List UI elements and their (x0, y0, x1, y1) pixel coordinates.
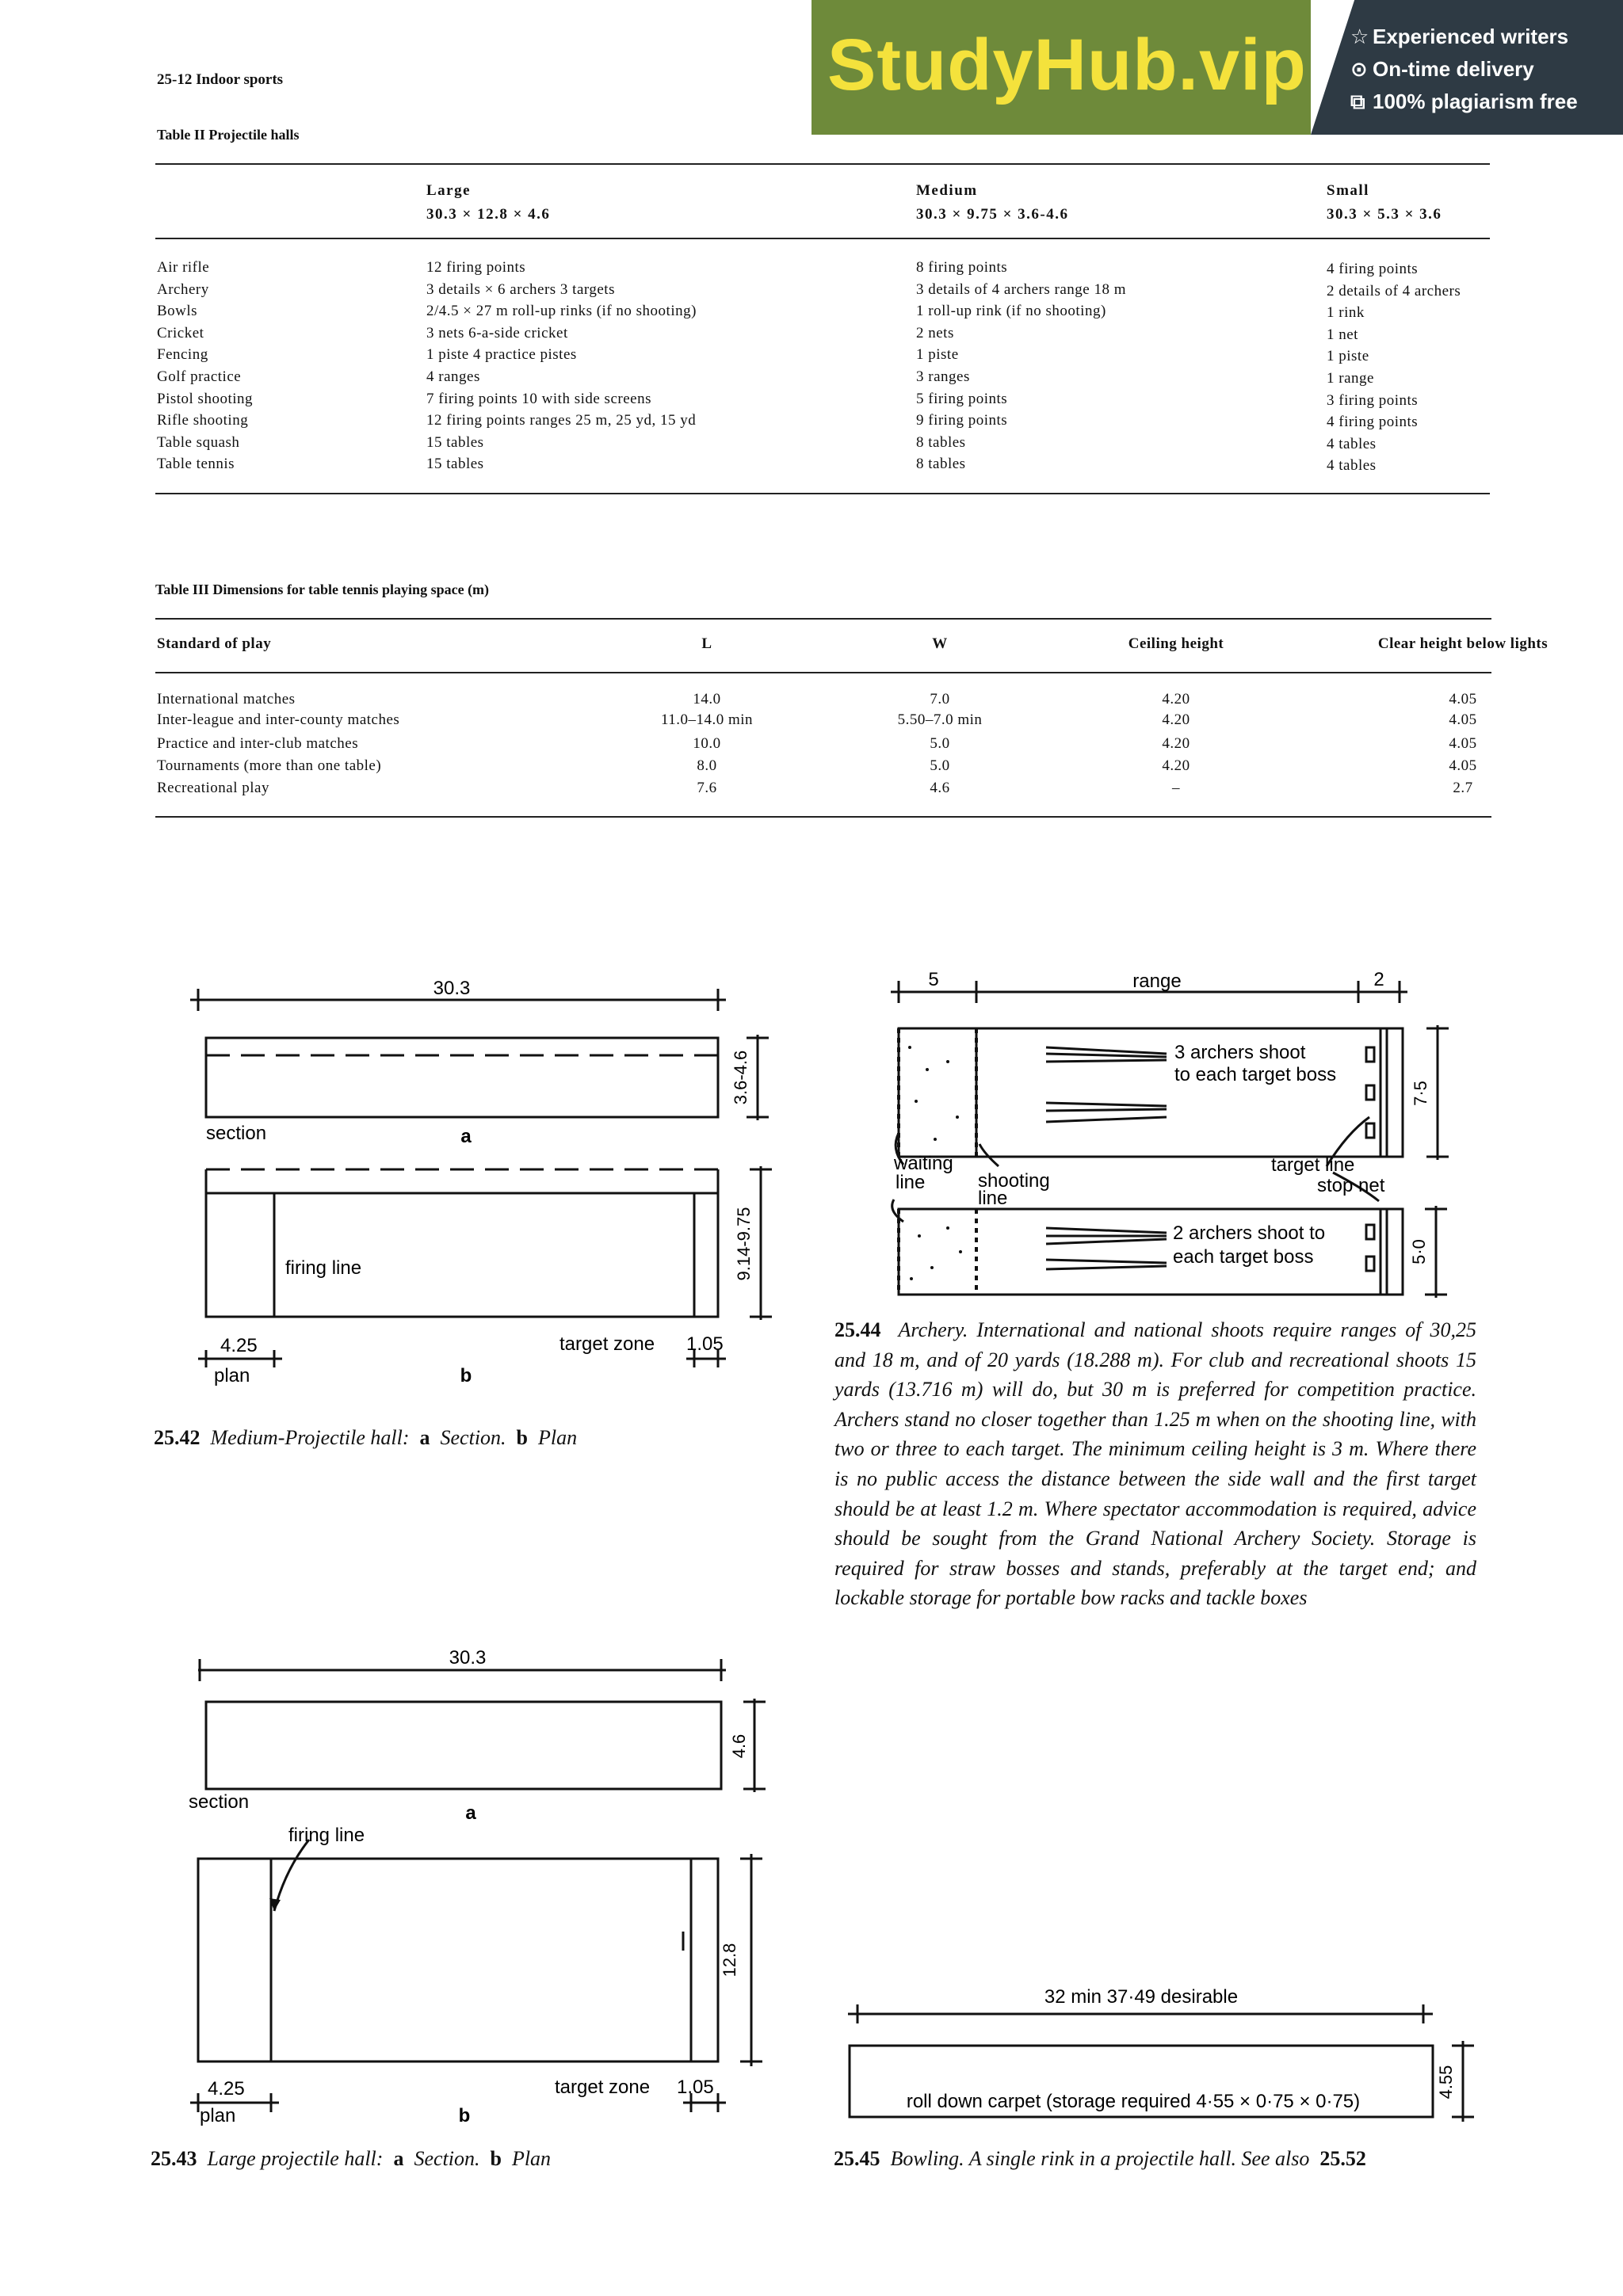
fig42-width-label: 9.14-9.75 (734, 1207, 754, 1281)
fig43-target-zone-label: target zone (555, 2077, 651, 2098)
table2-cell-medium: 8 tables (916, 456, 966, 473)
table3-cell: 8.0 (697, 757, 717, 774)
table2-cell-small: 4 tables (1327, 435, 1377, 452)
fig43-a-label: a (465, 1802, 476, 1824)
fig43-plan-label: plan (200, 2105, 236, 2126)
table2-cell-small: 2 details of 4 archers (1327, 282, 1461, 299)
fig43-firing-line-label: firing line (288, 1825, 365, 1846)
table2-cell-medium: 1 roll-up rink (if no shooting) (916, 303, 1106, 320)
table2-cell-small: 1 piste (1327, 348, 1369, 365)
fig42-section-label: section (206, 1123, 267, 1144)
banner-feature: ⊙ On-time delivery (1350, 53, 1578, 86)
fig44-stop-dim: 2 (1373, 969, 1384, 990)
table2-cell-small: 4 tables (1327, 457, 1377, 475)
table3-cell: 10.0 (693, 735, 721, 752)
table3-cell: 4.20 (1162, 757, 1190, 774)
fig44-target-line: target line (1271, 1154, 1355, 1176)
fig42-height-label: 3.6-4.6 (731, 1050, 750, 1105)
table-row (155, 757, 1495, 780)
fig43-length-label: 30.3 (449, 1647, 487, 1669)
fig42-length-label: 30.3 (433, 978, 471, 999)
page-title: 25-12 Indoor sports (157, 71, 284, 88)
table2-bottom-rule (155, 493, 1490, 494)
banner-feature: ☆ Experienced writers (1350, 21, 1578, 53)
table2-cell-medium: 1 piste (916, 346, 959, 364)
fig42-target-dim-label: 1.05 (686, 1333, 724, 1355)
table2-cell-small: 1 net (1327, 326, 1358, 343)
table3-cell: 4.20 (1162, 691, 1190, 707)
table3-cell: Practice and inter-club matches (157, 735, 359, 752)
table3-cell: 4.05 (1449, 735, 1477, 752)
fig44-waiting-line-1: waiting (894, 1153, 953, 1174)
table3-cell: 4.20 (1162, 735, 1190, 752)
table2-caption: Table II Projectile halls (157, 127, 300, 143)
fig44-shooting-line-1: shooting (978, 1170, 1050, 1192)
table2-cell-medium: 2 nets (916, 324, 954, 341)
figure-25-42 (182, 959, 785, 1386)
table2-cell-sport: Table squash (157, 433, 240, 451)
table2-cell-large: 2/4.5 × 27 m roll-up rinks (if no shooting) (426, 303, 697, 320)
fig42-firing-line-label: firing line (285, 1257, 362, 1279)
fig42-a-label: a (460, 1126, 472, 1147)
fig42-firing-zone-label: 4.25 (220, 1335, 258, 1356)
table2-cell-sport: Fencing (157, 346, 208, 364)
table2-col-medium: Medium 30.3 × 9.75 × 3.6-4.6 (916, 182, 1069, 223)
fig43-b-label: b (458, 2105, 471, 2126)
fig44-upper-note-2: to each target boss (1174, 1064, 1337, 1085)
fig43-width-label: 12.8 (720, 1943, 739, 1978)
fig45-carpet-label: roll down carpet (storage required 4·55 × 0·75 × 0·75) (906, 2091, 1361, 2112)
table2-cell-large: 3 nets 6-a-side cricket (426, 324, 568, 341)
fig43-target-dim-label: 1.05 (677, 2077, 714, 2098)
table3-bottom-rule (155, 816, 1491, 818)
table2-small-column (1327, 258, 1461, 477)
table3-cell: – (1172, 780, 1180, 796)
table2-cell-large: 12 firing points (426, 259, 526, 276)
table3-caption: Table III Dimensions for table tennis playing space (m) (155, 582, 490, 597)
table2-col-large: Large 30.3 × 12.8 × 4.6 (426, 182, 551, 223)
table2-cell-large: 1 piste 4 practice pistes (426, 346, 577, 364)
table3-cell: 4.05 (1449, 711, 1477, 728)
table2-cell-small: 1 range (1327, 369, 1374, 387)
table-row (155, 735, 1495, 757)
fig44-lower-width: 5·0 (1409, 1239, 1429, 1264)
table2-cell-large: 12 firing points ranges 25 m, 25 yd, 15 yd (426, 412, 697, 429)
table3-cell: 4.6 (930, 780, 950, 796)
table2-cell-sport: Air rifle (157, 259, 210, 276)
table2-cell-small: 4 firing points (1327, 261, 1419, 277)
fig43-caption: 25.43 Large projectile hall: a Section. b Plan (151, 2147, 552, 2170)
fig44-caption: 25.44 Archery. International and national shoots require ranges of 30,25 and 18 m, and of 20 yards (18.288 m). For club and recreational shoots 15 yards (13.716 m) will do, but 30 m is preferred for competition practice. Archers stand no closer together than 1.25 m when on the shooting line, with two or three to each target. The minimum ceiling height is 3 m. Where there is no public access the distance between the side wall and the first target should be at least 1.2 m. Where spectator accommodation is required, advice should be sought from the Grand National Archery Society. Storage is required for straw bosses and stands, preferably at the target end; and lockable storage for portable bow racks and tackle boxes (834, 1318, 1477, 1610)
table2-cell-large: 7 firing points 10 with side screens (426, 390, 651, 407)
banner-logo: StudyHub.vip (827, 25, 1307, 105)
table-row (155, 780, 1495, 802)
banner-feature: ⧉ 100% plagiarism free (1350, 86, 1578, 118)
fig44-stop-net: stop net (1317, 1175, 1385, 1196)
table3-cell: 4.20 (1162, 711, 1190, 728)
fig45-width-label: 4.55 (1436, 2065, 1456, 2100)
table3-header-row: Standard of play L W Ceiling height Clear height below lights (157, 635, 1549, 652)
table3-cell: International matches (157, 691, 296, 707)
fig44-range-dim: range (1132, 971, 1182, 992)
table3-cell: Recreational play (157, 780, 269, 796)
table2-cell-sport: Archery (157, 280, 209, 298)
table2-cell-medium: 8 tables (916, 433, 966, 451)
table3-cell: 4.05 (1449, 691, 1477, 707)
table3-cell: 5.0 (930, 735, 950, 752)
fig44-upper-note-1: 3 archers shoot (1174, 1042, 1306, 1063)
table3-cell: Tournaments (more than one table) (157, 757, 382, 774)
fig44-waiting-dim: 5 (928, 969, 939, 990)
table3-cell: 5.0 (930, 757, 950, 774)
table2-col-small: Small 30.3 × 5.3 × 3.6 (1327, 182, 1442, 223)
fig42-caption: 25.42 Medium-Projectile hall: a Section. b Plan (154, 1426, 578, 1449)
table2-cell-sport: Pistol shooting (157, 390, 253, 407)
table2-cell-sport: Rifle shooting (157, 412, 249, 429)
table2-cell-medium: 9 firing points (916, 412, 1008, 429)
table2-cell-small: 3 firing points (1327, 391, 1419, 409)
banner-feature-list (1350, 21, 1578, 118)
table3-cell: 4.05 (1449, 757, 1477, 774)
table3-cell: 5.50–7.0 min (897, 711, 983, 728)
table3-cell: 2.7 (1453, 780, 1473, 796)
figure-25-43 (182, 1632, 785, 2126)
table2-cell-large: 15 tables (426, 433, 484, 451)
figure-25-44 (872, 959, 1474, 1307)
table3-head-rule (155, 672, 1491, 673)
fig43-section-label: section (189, 1791, 250, 1813)
fig42-target-zone-label: target zone (559, 1333, 655, 1355)
table2-cell-medium: 3 details of 4 archers range 18 m (916, 280, 1126, 298)
table3-top-rule (155, 618, 1491, 620)
table2-cell-large: 4 ranges (426, 368, 480, 385)
fig44-lower-note-1: 2 archers shoot to (1173, 1222, 1326, 1244)
table3-cell: 11.0–14.0 min (660, 711, 754, 728)
table3-cell: Inter-league and inter-county matches (157, 711, 400, 728)
table3-cell: 14.0 (693, 691, 721, 707)
clock-icon: ⊙ (1350, 57, 1368, 81)
table2-cell-medium: 3 ranges (916, 368, 970, 385)
table-row (155, 711, 1495, 734)
table2-head-rule (155, 238, 1490, 239)
table2-sport-column (157, 257, 253, 475)
fig42-b-label: b (460, 1365, 472, 1386)
fig44-shooting-line-2: line (978, 1188, 1008, 1209)
table2-cell-large: 3 details × 6 archers 3 targets (426, 280, 615, 298)
table2-cell-small: 1 rink (1327, 304, 1365, 322)
fig45-length-label: 32 min 37·49 desirable (1044, 1986, 1239, 2008)
table2-cell-sport: Bowls (157, 303, 198, 320)
table-row (155, 691, 1495, 713)
table2-large-column (426, 257, 697, 475)
fig44-lower-note-2: each target boss (1173, 1246, 1314, 1268)
studyhub-banner[interactable] (812, 0, 1623, 135)
table2-cell-sport: Golf practice (157, 368, 242, 385)
figure-25-45 (840, 1973, 1474, 2131)
copy-icon: ⧉ (1350, 90, 1365, 113)
table2-medium-column (916, 257, 1126, 475)
fig45-caption: 25.45 Bowling. A single rink in a projectile hall. See also 25.52 (834, 2147, 1366, 2170)
table2-cell-sport: Table tennis (157, 456, 235, 473)
table2-cell-small: 4 firing points (1327, 414, 1419, 431)
table3-cell: 7.0 (930, 691, 950, 707)
fig44-upper-width: 7·5 (1411, 1081, 1430, 1106)
star-icon: ☆ (1350, 25, 1369, 48)
table2-top-rule (155, 163, 1490, 165)
table3-cell: 7.6 (697, 780, 717, 796)
table2-cell-medium: 5 firing points (916, 390, 1008, 407)
fig43-height-label: 4.6 (729, 1733, 749, 1759)
table2-cell-large: 15 tables (426, 456, 484, 473)
fig44-waiting-line-2: line (896, 1172, 926, 1193)
table2-cell-medium: 8 firing points (916, 259, 1008, 276)
fig42-plan-label: plan (214, 1365, 250, 1386)
fig43-firing-zone-label: 4.25 (208, 2078, 245, 2100)
table2-cell-sport: Cricket (157, 324, 204, 341)
